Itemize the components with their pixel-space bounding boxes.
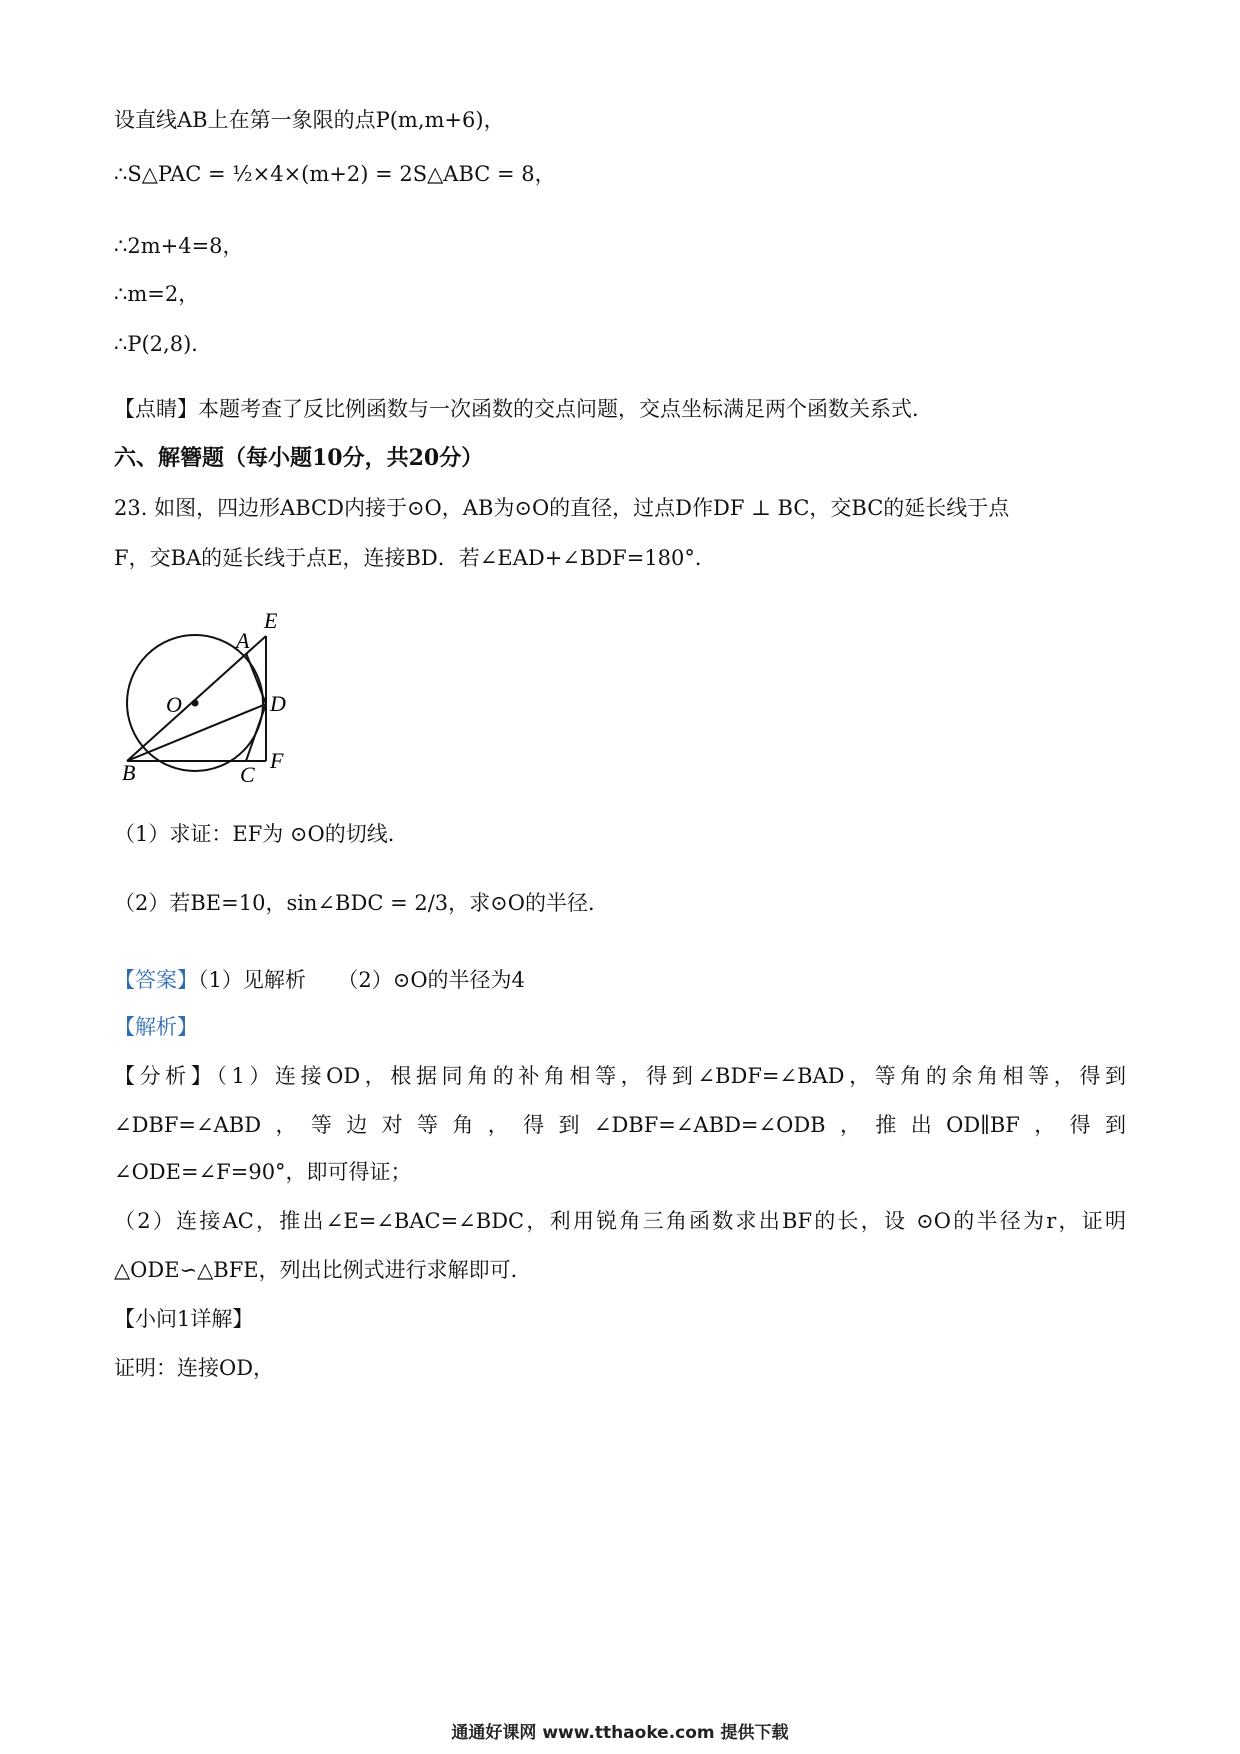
label-f: F bbox=[270, 748, 284, 773]
label-e: E bbox=[264, 608, 278, 633]
analysis-line: （2）连接AC，推出∠E=∠BAC=∠BDC，利用锐角三角函数求出BF的长，设 ⊙O的半径为r，证明 bbox=[114, 1209, 1126, 1233]
formula-line: ∴S△PAC = ½×4×(m+2) = 2S△ABC = 8， bbox=[114, 162, 556, 186]
answer-text: （1）见解析 （2）⊙O的半径为4 bbox=[198, 968, 525, 992]
label-d: D bbox=[270, 691, 286, 716]
commentary-line: 【点睛】本题考查了反比例函数与一次函数的交点问题，交点坐标满足两个函数关系式． bbox=[114, 397, 933, 421]
formula-line: ∴m=2， bbox=[114, 282, 200, 306]
text-line: 设直线AB上在第一象限的点P(m,m+6)， bbox=[114, 108, 505, 132]
analysis-line: 【分析】（1）连接OD，根据同角的补角相等，得到∠BDF=∠BAD，等角的余角相等，得到 bbox=[114, 1064, 1126, 1088]
label-o: O bbox=[166, 692, 182, 717]
label-a: A bbox=[236, 628, 250, 653]
formula-line: ∴P(2,8)． bbox=[114, 332, 213, 356]
formula-line: ∴2m+4=8， bbox=[114, 234, 244, 258]
analysis-tag: 【解析】 bbox=[114, 1015, 198, 1039]
subquestion-1: （1）求证：EF为 ⊙O的切线． bbox=[114, 822, 409, 846]
analysis-line: ∠ODE=∠F=90°，即可得证； bbox=[114, 1160, 412, 1184]
answer-line bbox=[114, 968, 525, 993]
analysis-line: ∠DBF=∠ABD，等边对等角，得到∠DBF=∠ABD=∠ODB，推出OD∥BF，得到 bbox=[114, 1113, 1126, 1137]
problem-text: 23. 如图，四边形ABCD内接于⊙O，AB为⊙O的直径，过点D作DF ⊥ BC，交BC的延长线于点 bbox=[114, 496, 1010, 520]
proof-line: 证明：连接OD， bbox=[114, 1356, 275, 1380]
section-heading: 六、解簪题（每小题10分，共20分） bbox=[114, 445, 484, 471]
page-footer: 通通好课网 www.tthaoke.com 提供下载 bbox=[451, 1723, 789, 1743]
label-c: C bbox=[240, 762, 255, 784]
subquestion-2: （2）若BE=10，sin∠BDC = 2/3，求⊙O的半径． bbox=[114, 891, 609, 915]
detail-heading: 【小问1详解】 bbox=[114, 1307, 254, 1331]
geometry-figure bbox=[118, 604, 308, 784]
answer-tag: 【答案】 bbox=[114, 968, 198, 992]
label-b: B bbox=[122, 760, 136, 784]
analysis-line: △ODE∽△BFE，列出比例式进行求解即可． bbox=[114, 1258, 532, 1282]
problem-text: F，交BA的延长线于点E，连接BD．若∠EAD+∠BDF=180°． bbox=[114, 546, 716, 570]
